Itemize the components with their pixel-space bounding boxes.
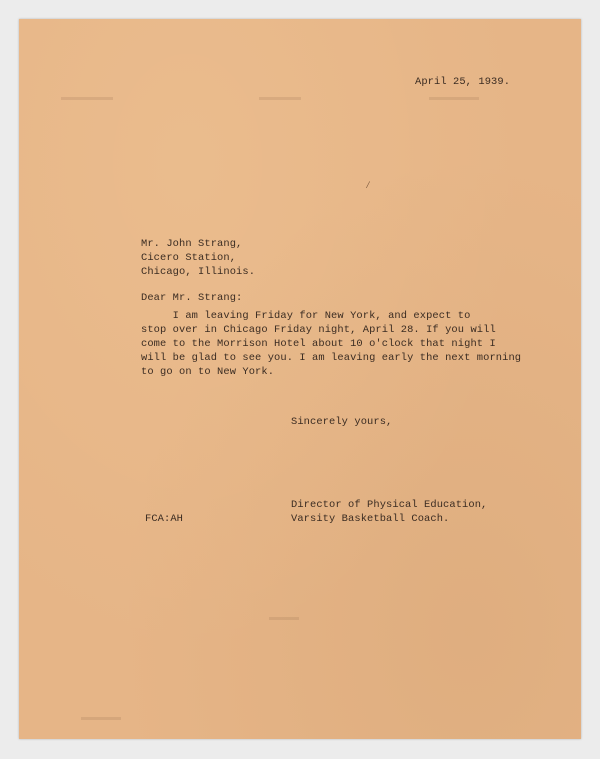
bleed-through-mark — [269, 617, 299, 620]
body-line: stop over in Chicago Friday night, April 28. If you will — [141, 324, 496, 336]
reference-initials: FCA:AH — [145, 513, 184, 525]
body-line: I am leaving Friday for New York, and expect to — [141, 310, 471, 322]
bleed-through-mark — [429, 97, 479, 100]
body-line: to go on to New York. — [141, 366, 275, 378]
recipient-line: Cicero Station, — [141, 252, 237, 264]
letter-page — [19, 19, 581, 739]
pencil-mark: ∕ — [365, 181, 372, 192]
bleed-through-mark — [81, 717, 121, 720]
bleed-through-mark — [61, 97, 113, 100]
letter-date: April 25, 1939. — [415, 76, 511, 88]
signature-title: Varsity Basketball Coach. — [291, 513, 450, 525]
salutation: Dear Mr. Strang: — [141, 292, 243, 304]
recipient-line: Mr. John Strang, — [141, 238, 243, 250]
body-line: come to the Morrison Hotel about 10 o'clock that night I — [141, 338, 496, 350]
body-line: will be glad to see you. I am leaving early the next morning — [141, 352, 522, 364]
closing: Sincerely yours, — [291, 416, 393, 428]
bleed-through-mark — [259, 97, 301, 100]
signature-title: Director of Physical Education, — [291, 499, 488, 511]
recipient-line: Chicago, Illinois. — [141, 266, 256, 278]
